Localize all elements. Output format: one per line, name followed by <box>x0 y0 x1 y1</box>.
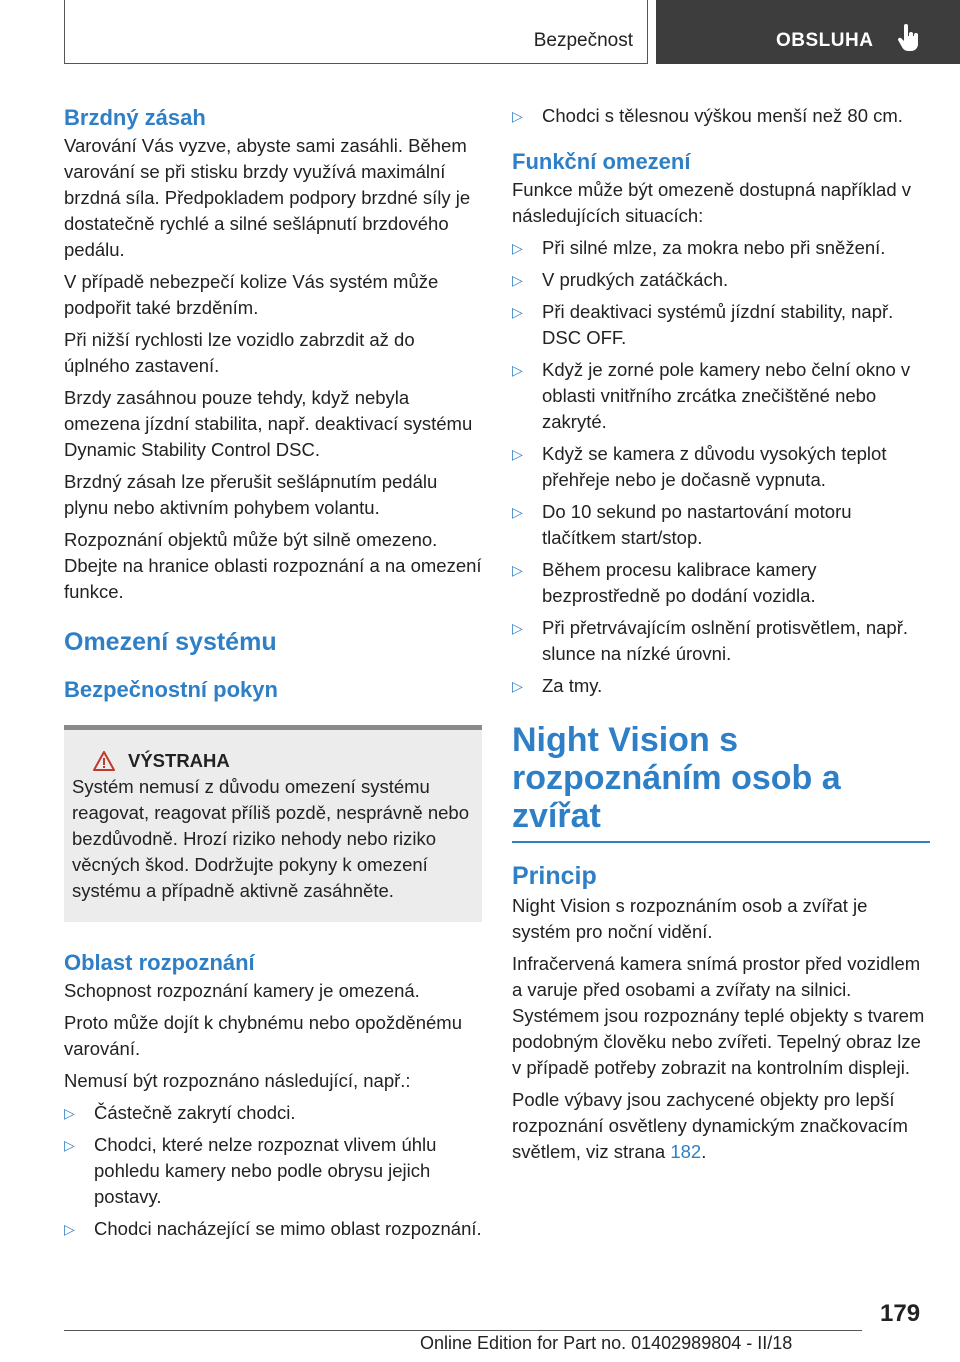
header-chapter-tab <box>656 0 960 64</box>
warning-text: Systém nemusí z důvodu omezení systému reagovat, reagovat příliš pozdě, nesprávně nebo bezdůvodně. Hrozí riziko nehody nebo riziko věcných škod. Dodržujte pokyny k omezení systému a případně aktivně zasáhněte. <box>72 776 469 901</box>
heading-night-vision: Night Vision s rozpoznáním osob a zvířat <box>512 721 841 835</box>
hand-pointer-icon <box>896 24 922 52</box>
bullet-triangle-icon: ▷ <box>512 446 523 462</box>
list-item: ▷ Chodci s tělesnou výškou menší než 80 cm. <box>512 103 930 129</box>
bullet-triangle-icon: ▷ <box>512 678 523 694</box>
warning-triangle-icon <box>92 750 116 772</box>
heading-rule <box>512 841 930 843</box>
list-item: ▷ Při deaktivaci systémů jízdní stability, např. DSC OFF. <box>512 301 894 348</box>
list-item: ▷ Chodci, které nelze rozpoznat vlivem úhlu pohledu kamery nebo podle obrysu jejich postavy. <box>64 1134 437 1207</box>
paragraph: Při nižší rychlosti lze vozidlo zabrzdit až do úplného zastavení. <box>64 329 415 376</box>
detection-limits-list-cont <box>512 103 930 129</box>
paragraph-with-link: Podle výbavy jsou zachycené objekty pro lepší rozpoznání osvětleny dynamickým značkovacím světlem, viz strana 182. <box>512 1089 908 1162</box>
bullet-triangle-icon: ▷ <box>512 304 523 320</box>
heading-principle: Princip <box>512 862 597 890</box>
warning-header <box>72 750 474 772</box>
heading-functional-limits: Funkční omezení <box>512 149 691 174</box>
paragraph: Proto může dojít k chybnému nebo opožděnému varování. <box>64 1012 462 1059</box>
list-item: ▷ V prudkých zatáčkách. <box>512 267 930 293</box>
bullet-triangle-icon: ▷ <box>64 1137 75 1153</box>
list-item: ▷ Částečně zakrytí chodci. <box>64 1100 482 1126</box>
header-section-title: Bezpečnost <box>533 30 633 51</box>
paragraph: Infračervená kamera snímá prostor před vozidlem a varuje před osobami a zvířaty na silnici. Systémem jsou rozpoznány teplé objekty s tvarem podobným člověku nebo zvířeti. Tepelný obraz lze v případě potřeby zobrazit na kontrolním displeji. <box>512 953 925 1078</box>
paragraph: Schopnost rozpoznání kamery je omezená. <box>64 980 420 1001</box>
bullet-triangle-icon: ▷ <box>512 362 523 378</box>
list-item: ▷ Při přetrvávajícím oslnění protisvětlem, např. slunce na nízké úrovni. <box>512 617 909 664</box>
footer-rule <box>64 1330 862 1331</box>
list-item: ▷ Když je zorné pole kamery nebo čelní okno v oblasti vnitřního zrcátka znečištěné nebo zakryté. <box>512 359 911 432</box>
list-item: ▷ Při silné mlze, za mokra nebo při sněžení. <box>512 235 930 261</box>
paragraph: Funkce může být omezeně dostupná například v následujících situacích: <box>512 179 912 226</box>
page-link[interactable]: 182 <box>670 1141 702 1162</box>
heading-detection-area: Oblast rozpoznání <box>64 950 255 975</box>
bullet-triangle-icon: ▷ <box>512 620 523 636</box>
list-item: ▷ Za tmy. <box>512 673 930 699</box>
bullet-triangle-icon: ▷ <box>512 562 523 578</box>
functional-limits-list <box>512 235 930 699</box>
bullet-triangle-icon: ▷ <box>64 1105 75 1121</box>
detection-limits-list <box>64 1100 482 1242</box>
paragraph: Brzdy zasáhnou pouze tehdy, když nebyla omezena jízdní stabilita, např. deaktivací systému Dynamic Stability Control DSC. <box>64 387 473 460</box>
list-item: ▷ Během procesu kalibrace kamery bezprostředně po dodání vozidla. <box>512 559 817 606</box>
paragraph: V případě nebezpečí kolize Vás systém může podpořit také brzděním. <box>64 271 439 318</box>
bullet-triangle-icon: ▷ <box>512 108 523 124</box>
paragraph: Varování Vás vyzve, abyste sami zasáhli. Během varování se při stisku brzdy využívá maximální brzdná síla. Předpokladem podpory brzdné síly je dostatečně rychlé a silné sešlápnutí brzdového pedálu. <box>64 135 471 260</box>
warning-title: VÝSTRAHA <box>128 750 230 771</box>
heading-system-limits: Omezení systému <box>64 628 277 656</box>
list-item: ▷ Do 10 sekund po nastartování motoru tlačítkem start/stop. <box>512 501 852 548</box>
list-item: ▷ Chodci nacházející se mimo oblast rozpoznání. <box>64 1216 482 1242</box>
page-number: 179 <box>880 1300 921 1327</box>
right-column <box>512 103 930 1171</box>
footer-edition: Online Edition for Part no. 01402989804 - II/18 <box>420 1333 793 1353</box>
left-column <box>64 103 482 1248</box>
paragraph: Nemusí být rozpoznáno následující, např.: <box>64 1070 411 1091</box>
paragraph: Brzdný zásah lze přerušit sešlápnutím pedálu plynu nebo aktivním pohybem volantu. <box>64 471 438 518</box>
paragraph: Night Vision s rozpoznáním osob a zvířat je systém pro noční vidění. <box>512 895 868 942</box>
bullet-triangle-icon: ▷ <box>512 272 523 288</box>
header-chapter-title: OBSLUHA <box>776 30 874 51</box>
heading-brake-intervention: Brzdný zásah <box>64 105 206 130</box>
header-section-box <box>64 0 648 64</box>
bullet-triangle-icon: ▷ <box>64 1221 75 1237</box>
bullet-triangle-icon: ▷ <box>512 504 523 520</box>
heading-safety-note: Bezpečnostní pokyn <box>64 677 278 702</box>
bullet-triangle-icon: ▷ <box>512 240 523 256</box>
paragraph: Rozpoznání objektů může být silně omezeno. Dbejte na hranice oblasti rozpoznání a na omezení funkce. <box>64 529 482 602</box>
warning-box <box>64 725 482 922</box>
list-item: ▷ Když se kamera z důvodu vysokých teplot přehřeje nebo je dočasně vypnuta. <box>512 443 887 490</box>
